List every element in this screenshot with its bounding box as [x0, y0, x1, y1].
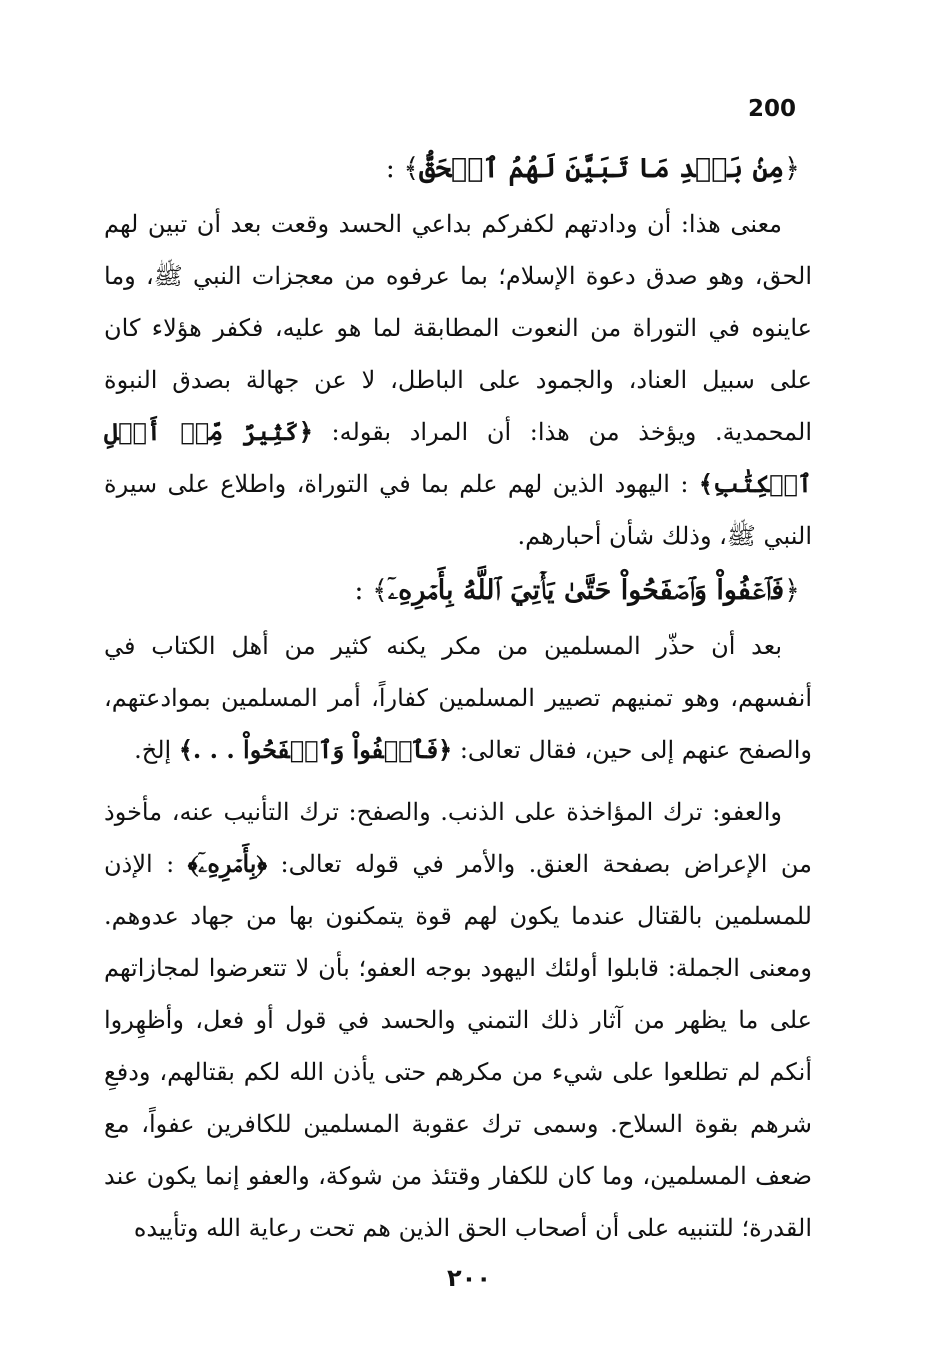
paragraph-3-verse: ﴿بِأَمۡرِهِۦٓ﴾ [187, 849, 268, 878]
paragraph-3-text-a: والعفو: ترك المؤاخذة على الذنب. والصفح: ترك التأنيب عنه، مأخوذ من الإعراض بصفحة العنق. والأمر في قوله تعالى: [104, 798, 812, 878]
paragraph-2-text-a: بعد أن حذّر المسلمين من مكر يكنه كثير من أهل الكتاب في أنفسهم، وهو تمنيهم تصيير المسلمين كفاراً، أمر المسلمين بموادعتهم، والصفح عنهم إلى حين، فقال تعالى: [104, 632, 812, 764]
page-content [104, 140, 812, 1254]
paragraph-1-text-b: : اليهود الذين لهم علم بما في التوراة، واطلاع على سيرة النبي ﷺ، وذلك شأن أحبارهم. [104, 470, 812, 550]
page-number-bottom: ٢٠٠ [447, 1264, 491, 1292]
paragraph-1-verse: ﴿كَثِيرٌ مِّنۡ أَهۡلِ ٱلۡكِتَٰبِ﴾ [104, 417, 812, 498]
paragraph-1 [104, 198, 812, 562]
section-heading-2 [104, 562, 812, 620]
heading-2-verse: فَٱعۡفُواْ وَٱصۡفَحُواْ حَتَّىٰ يَأۡتِيَ ٱللَّهُ بِأَمۡرِهِۦٓ [387, 575, 785, 606]
heading-1-verse: مِنۢ بَعۡدِ مَا تَبَيَّنَ لَهُمُ ٱلۡحَقُّ [419, 153, 785, 184]
heading-2-open-bracket: ﴿ [784, 575, 800, 606]
heading-1-open-bracket: ﴿ [784, 153, 800, 184]
paragraph-3 [104, 786, 812, 1254]
heading-1-close-bracket: ﴾ : [385, 153, 420, 184]
paragraph-2 [104, 620, 812, 776]
paragraph-3-text-b: : الإذن للمسلمين بالقتال عندما يكون لهم قوة يتمكنون بها من جهاد عدوهم. ومعنى الجملة: قابلوا أولئك اليهود بوجه العفو؛ بأن لا تتعرضوا لمجازاتهم على ما يظهر من آثار ذلك التمني والحسد في قول أو فعل، وأظهِروا أنكم لم تطلعوا على شيء من مكرهم حتى يأذن الله لكم بقتالهم، ودفعِ شرهم بقوة السلاح. وسمى ترك عقوبة المسلمين للكافرين عفواً، مع ضعف المسلمين، وما كان للكفار وقتئذ من شوكة، والعفو إنما يكون عند القدرة؛ للتنبيه على أن أصحاب الحق الذين هم تحت رعاية الله وتأييده [104, 850, 812, 1242]
paragraph-1-text-a: معنى هذا: أن ودادتهم لكفركم بداعي الحسد وقعت بعد أن تبين لهم الحق، وهو صدق دعوة الإسلام؛ بما عرفوه من معجزات النبي ﷺ، وما عاينوه في التوراة من النعوت المطابقة لما هو عليه، فكفر هؤلاء كان على سبيل العناد، والجمود على الباطل، لا عن جهالة بصدق النبوة المحمدية. ويؤخذ من هذا: أن المراد بقوله: [104, 210, 812, 446]
heading-2-close-bracket: ﴾ : [354, 575, 388, 606]
section-heading-1 [104, 140, 812, 198]
page-number-top: 200 [748, 96, 797, 122]
paragraph-2-text-b: إلخ. [134, 736, 179, 764]
paragraph-2-verse: ﴿فَٱعۡفُواْ وَٱصۡفَحُواْ . . .﴾ [178, 735, 453, 764]
